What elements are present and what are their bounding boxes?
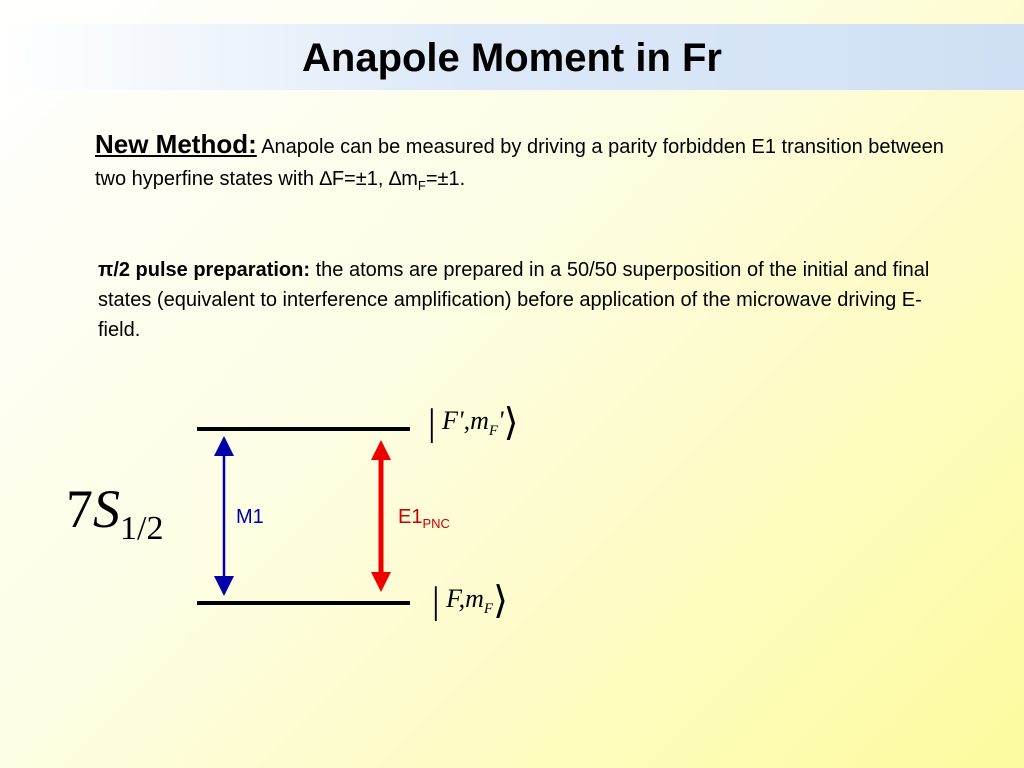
e1-text: E1 xyxy=(398,506,423,528)
m-symbol: m xyxy=(470,406,489,435)
ket-angle: ⟩ xyxy=(493,580,508,622)
m1-label: M1 xyxy=(236,506,264,528)
prime-symbol: ' xyxy=(498,406,504,435)
comma-symbol: , xyxy=(377,168,384,190)
e1-label xyxy=(398,506,450,531)
comma-symbol: , xyxy=(458,584,466,613)
prime-symbol: ' xyxy=(458,406,464,435)
pulse-label: /2 pulse preparation: xyxy=(113,259,311,281)
F-symbol: F xyxy=(446,584,459,613)
equals-symbol: = xyxy=(425,168,438,190)
plus-minus-symbol: ± xyxy=(355,168,367,190)
delta-symbol: ∆ xyxy=(319,168,332,190)
new-method-label: New Method: xyxy=(95,129,257,159)
upper-state-ket xyxy=(428,400,518,445)
period-symbol: . xyxy=(459,168,466,190)
F-symbol: F xyxy=(442,406,458,435)
pulse-text: the atoms are prepared in a 50/50 superposition of the initial and final states (equivalent to interference amplification) before application of the microwave driving E-field. xyxy=(98,259,930,341)
slide-title: Anapole Moment in Fr xyxy=(302,36,722,80)
new-method-text: Anapole can be measured by driving a parity forbidden E1 transition between two hyperfine states with xyxy=(95,136,944,190)
m-symbol: m xyxy=(465,584,484,613)
F-subscript: F xyxy=(488,423,499,440)
comma-symbol: , xyxy=(463,406,471,435)
F-subscript: F xyxy=(483,601,494,618)
equals-symbol: = xyxy=(344,168,356,190)
one-value: 1 xyxy=(448,168,460,190)
term-symbol xyxy=(66,478,163,548)
m-symbol: m xyxy=(401,168,418,190)
one-value: 1 xyxy=(366,168,378,190)
orbital-letter: S xyxy=(93,479,120,539)
pi-symbol: π xyxy=(98,259,114,281)
ket-bar: | xyxy=(428,402,436,444)
ket-angle: ⟩ xyxy=(503,402,519,444)
total-angular-momentum: 1/2 xyxy=(120,509,164,547)
F-subscript: F xyxy=(417,178,426,193)
ket-bar: | xyxy=(432,580,440,622)
delta-symbol: ∆ xyxy=(388,168,402,190)
plus-minus-symbol: ± xyxy=(437,168,449,190)
F-symbol: F xyxy=(331,168,345,190)
lower-state-ket xyxy=(432,578,508,623)
principal-number: 7 xyxy=(66,479,93,539)
e1-subscript: PNC xyxy=(422,516,450,531)
